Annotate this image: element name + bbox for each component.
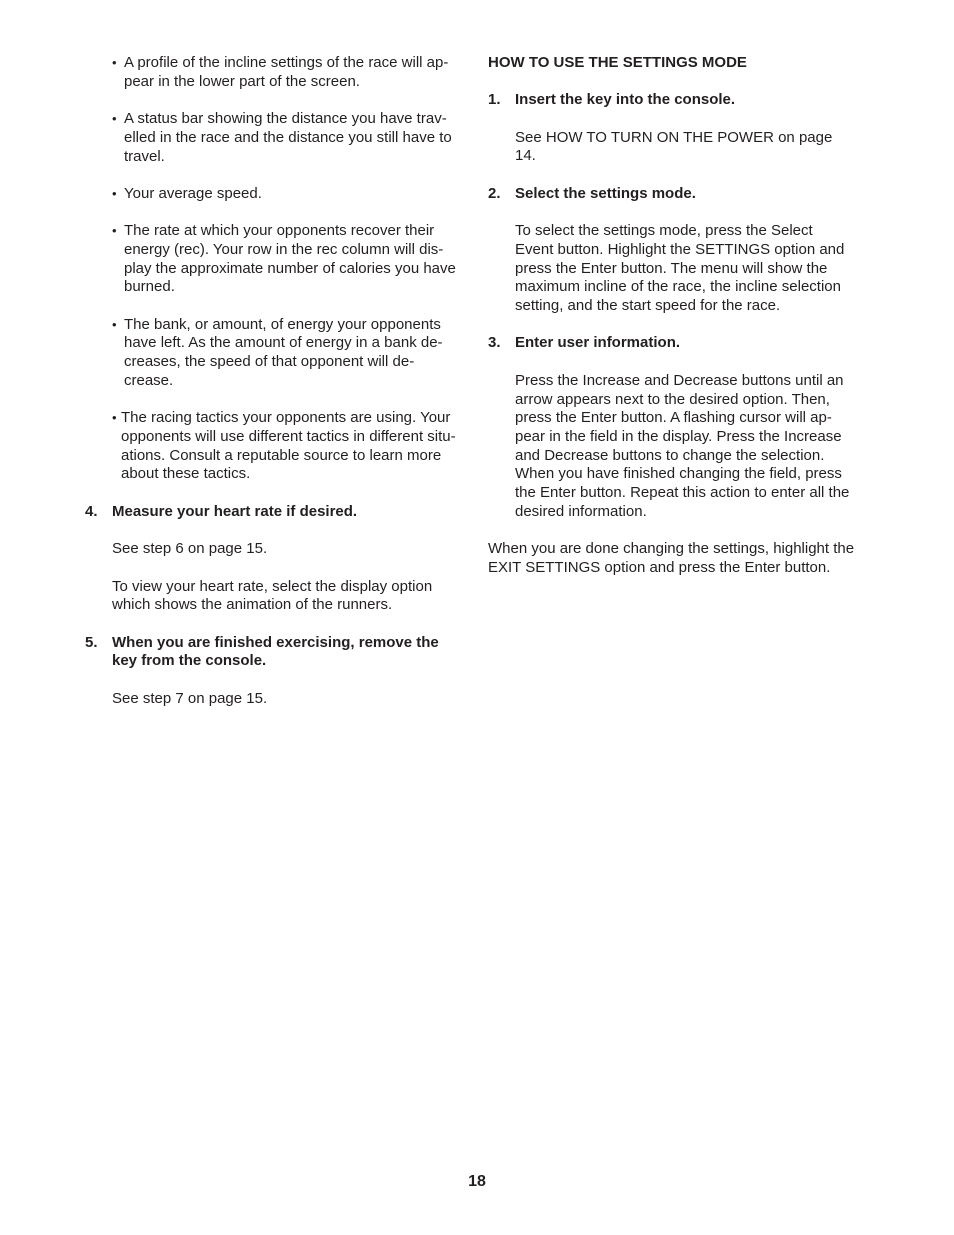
- text-line: 14.: [515, 147, 536, 165]
- text-line: The racing tactics your opponents are using. Your: [121, 409, 451, 427]
- step-number: 4.: [85, 502, 98, 520]
- text-line: A profile of the incline settings of the race will ap-: [124, 54, 449, 71]
- text-line: ations. Consult a reputable source to learn more: [121, 446, 442, 464]
- step-title-text: Measure your heart rate if desired.: [112, 502, 358, 520]
- step-title-text: Insert the key into the console.: [515, 91, 736, 109]
- bullet-item-incline-profile: [85, 54, 470, 91]
- bullet-icon: •: [112, 223, 117, 239]
- bullet-icon: •: [112, 410, 117, 426]
- step-title-text: When you are finished exercising, remove the: [112, 633, 439, 651]
- text-line: have left. As the amount of energy in a bank de-: [124, 334, 443, 352]
- text-line: EXIT SETTINGS option and press the Enter button.: [488, 558, 831, 576]
- text-line: the Enter button. Repeat this action to enter all the: [515, 484, 850, 502]
- text-line: play the approximate number of calories you have: [124, 259, 456, 277]
- step-title-text: Select the settings mode.: [515, 184, 696, 202]
- step-5-paragraph-1: [85, 690, 470, 709]
- section-heading: HOW TO USE THE SETTINGS MODE: [488, 54, 747, 71]
- step-2-paragraph: [488, 222, 868, 316]
- bullet-item-recovery-rate: [85, 222, 470, 297]
- bullet-icon: •: [112, 111, 117, 127]
- step-2-title: [488, 185, 868, 204]
- step-number: 1.: [488, 91, 501, 109]
- text-line: which shows the animation of the runners.: [112, 596, 393, 614]
- text-line: See step 7 on page 15.: [112, 689, 268, 707]
- bullet-icon: •: [112, 55, 117, 70]
- text-line: pear in the lower part of the screen.: [124, 72, 360, 90]
- bullet-item-racing-tactics: [85, 409, 470, 484]
- text-line: See HOW TO TURN ON THE POWER on page: [515, 128, 833, 146]
- step-number: 3.: [488, 334, 501, 352]
- text-line: maximum incline of the race, the incline selection: [515, 278, 841, 296]
- text-line: A status bar showing the distance you have trav-: [124, 110, 447, 128]
- step-1-paragraph: [488, 129, 868, 166]
- text-line: Event button. Highlight the SETTINGS option and: [515, 240, 845, 258]
- step-1-title: [488, 91, 868, 110]
- text-line: crease.: [124, 371, 174, 389]
- text-line: desired information.: [515, 502, 647, 520]
- text-line: energy (rec). Your row in the rec column will dis-: [124, 240, 444, 258]
- text-line: When you are done changing the settings, highlight the: [488, 540, 855, 558]
- text-line: press the Enter button. A flashing cursor will ap-: [515, 409, 832, 427]
- text-line: To select the settings mode, press the Select: [515, 222, 813, 240]
- text-line: arrow appears next to the desired option. Then,: [515, 390, 830, 408]
- step-4-paragraph-2: [85, 578, 470, 615]
- bullet-item-energy-bank: [85, 316, 470, 391]
- step-4-paragraph-1: [85, 540, 470, 559]
- bullet-item-average-speed: [85, 185, 470, 204]
- text-line: When you have finished changing the field, press: [515, 465, 842, 483]
- text-line: travel.: [124, 147, 165, 165]
- step-3-title: [488, 334, 868, 353]
- right-column: [488, 54, 868, 596]
- bullet-icon: •: [112, 316, 117, 332]
- text-line: elled in the race and the distance you still have to: [124, 128, 452, 146]
- text-line: The bank, or amount, of energy your opponents: [124, 315, 441, 333]
- step-number: 2.: [488, 184, 501, 202]
- closing-paragraph: [488, 540, 868, 577]
- text-line: creases, the speed of that opponent will de-: [124, 353, 415, 371]
- step-3-paragraph: [488, 372, 868, 522]
- step-number: 5.: [85, 633, 98, 651]
- text-line: Your average speed.: [124, 184, 262, 202]
- step-title-text: key from the console.: [112, 652, 267, 670]
- page-number: 18: [468, 1173, 486, 1190]
- text-line: opponents will use different tactics in different situ-: [121, 427, 456, 445]
- left-column: [85, 54, 470, 727]
- step-title-text: Enter user information.: [515, 334, 681, 352]
- text-line: pear in the field in the display. Press the Increase: [515, 427, 842, 445]
- step-4-title: [85, 503, 470, 522]
- text-line: setting, and the start speed for the race.: [515, 297, 781, 315]
- step-5-title: [85, 634, 470, 671]
- text-line: To view your heart rate, select the display option: [112, 577, 433, 595]
- text-line: burned.: [124, 278, 175, 296]
- text-line: The rate at which your opponents recover their: [124, 222, 435, 240]
- text-line: Press the Increase and Decrease buttons until an: [515, 371, 844, 389]
- text-line: See step 6 on page 15.: [112, 540, 268, 558]
- text-line: and Decrease buttons to change the selection.: [515, 446, 825, 464]
- bullet-item-status-bar: [85, 110, 470, 166]
- text-line: press the Enter button. The menu will show the: [515, 259, 828, 277]
- bullet-icon: •: [112, 185, 117, 201]
- text-line: about these tactics.: [121, 465, 251, 483]
